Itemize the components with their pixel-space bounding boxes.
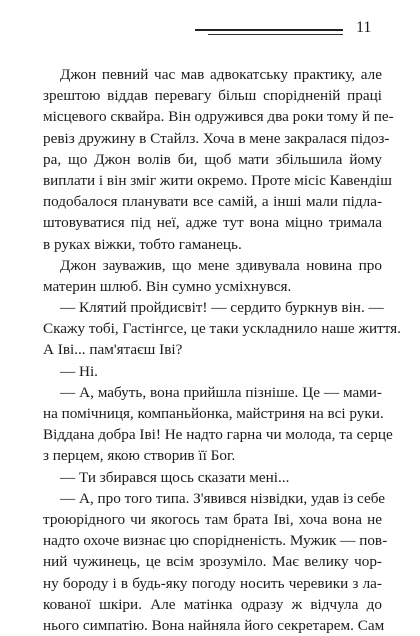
text-line: кованої шкіри. Але матінка одразу ж відчула до xyxy=(43,595,382,613)
text-line: нього симпатію. Вона найняла його секретарем. Сам xyxy=(43,616,385,634)
text-line: в руках віжки, тобто гаманець. xyxy=(43,235,242,253)
text-line: — Ти збирався щось сказати мені... xyxy=(60,468,290,486)
text-line: А Іві... пам'ятаєш Іві? xyxy=(43,341,183,359)
text-line: на помічниця, компаньйонка, майстриня на всі руки. xyxy=(43,405,384,422)
text-line: ревіз дружину в Стайлз. Хоча в мене закралася підоз- xyxy=(43,129,390,147)
text-line: з перцем, якою створив її Бог. xyxy=(43,447,236,465)
text-line: Джон зауважив, що мене здивувала новина про xyxy=(60,256,382,274)
text-line: місцевого сквайра. Він одружився два роки тому й пе- xyxy=(43,108,394,126)
text-line: ра, що Джон волів би, щоб мати збільшила йому xyxy=(43,150,382,168)
page-number: 11 xyxy=(356,19,372,36)
text-line: ний чужинець, це всім зрозуміло. Має велику чор- xyxy=(43,553,382,571)
text-line: материн шлюб. Він сумно усміхнувся. xyxy=(43,277,292,295)
text-line: — А, про того типа. З'явився нізвідки, удав із себе xyxy=(60,489,385,507)
text-line: зрештою віддав перевагу більш спорідненій праці xyxy=(43,87,382,105)
text-line: виплати і він зміг жити окремо. Проте місіс Кавендіш xyxy=(43,171,392,189)
text-line: Віддана добра Іві! Не надто гарна чи молода, та серце xyxy=(43,426,393,444)
header-rule xyxy=(195,29,343,31)
text-line: надто охоче визнає цю спорідненість. Мужик — пов- xyxy=(43,532,388,550)
text-line: троюрідного чи якогось там брата Іві, хоча вона не xyxy=(43,510,382,528)
text-line: Скажу тобі, Гастінгсе, це таки ускладнило наше життя. xyxy=(43,320,401,338)
body-text xyxy=(43,64,401,636)
text-line: — Ні. xyxy=(60,362,98,380)
header-rule-thin xyxy=(208,34,343,35)
text-line: подобалося планувати все самій, а інші мали підла- xyxy=(43,193,382,211)
text-line: Джон певний час мав адвокатську практику, але xyxy=(60,66,382,83)
page-header xyxy=(0,0,420,60)
text-line: — Клятий пройдисвіт! — сердито буркнув він. — xyxy=(60,299,384,317)
text-line: — А, мабуть, вона прийшла пізніше. Це — мами- xyxy=(60,383,382,401)
text-line: штовуватися під неї, адже тут вона міцно тримала xyxy=(43,214,382,232)
text-line: ну бороду і в будь-яку погоду носить черевики з ла- xyxy=(43,574,382,592)
